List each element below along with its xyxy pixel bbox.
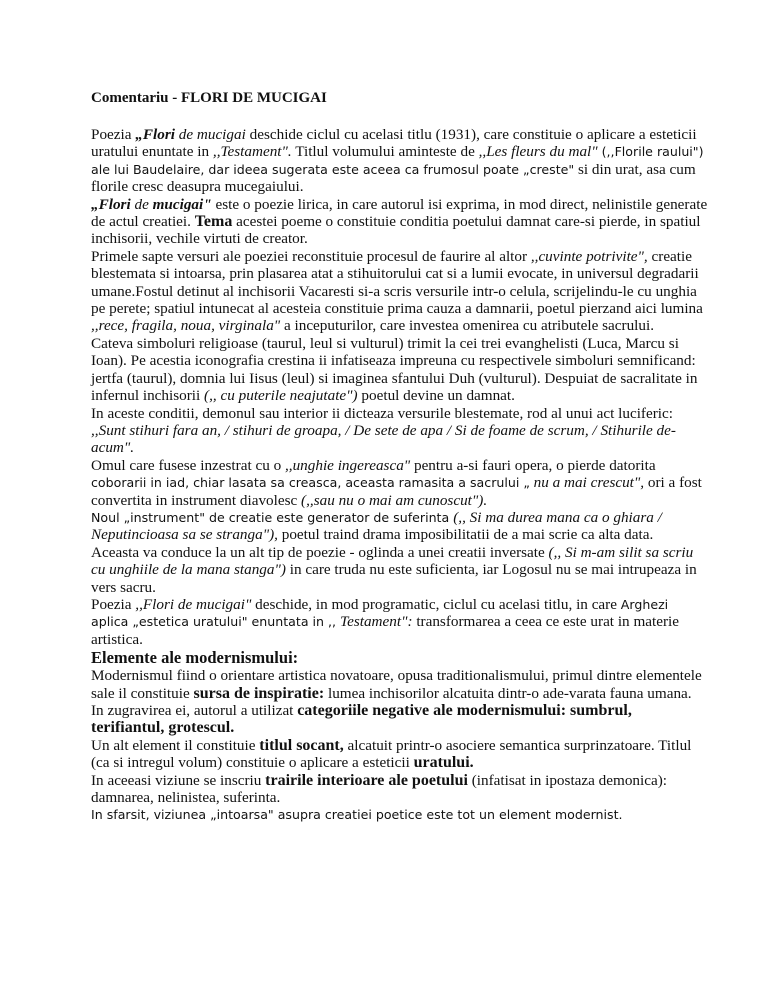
text-segment: Poezia [91,126,136,143]
text-segment: „Flori [91,195,131,213]
text-segment: „Flori [135,126,175,143]
text-segment: deschide, in mod programatic, ciclul cu acelasi titlu, in care [251,595,621,613]
section-heading: Elemente ale modernismului: [91,648,299,668]
text-segment: ,,Sunt stihuri fara an, / stihuri de groapa, / De sete de apa / Si de foame de scrum, / Stihurile de-acum". [91,421,676,457]
text-segment: coborarii in iad, chiar lasata sa creasca, aceasta ramasita a sacrului „ [91,475,530,491]
section-paragraphs [91,667,708,824]
text-segment: uratului. [413,754,474,772]
text-segment: ori a fost convertita in instrument diavolesc [91,474,702,509]
text-segment: alcatuit printr-o asociere semantica surprinzatoare. Titlul (ca si intregul volum) constituie o aplicare a esteticii [91,736,692,772]
text-segment: sursa de inspiratie: [193,684,325,702]
text-segment: de [130,195,153,213]
text-segment: (,, cu puterile neajutate") [204,387,358,405]
paragraph [91,806,708,823]
text-segment: ,,Testament". [212,143,292,161]
body-paragraphs [91,126,708,648]
text-segment: nu a mai crescut", [529,474,645,492]
text-segment: (infatisat in ipostaza demonica): damnarea, nelinistea, suferinta. [91,771,667,807]
text-segment: mucigai" [152,195,212,213]
paragraph [91,544,708,596]
text-segment: in care truda nu este suficienta, iar Logosul nu se mai intrupeaza in vers sacru. [91,561,697,596]
text-segment: poetul devine un damnat. [357,387,515,405]
text-segment: Testament": [340,613,413,631]
text-segment: Poezia [91,595,136,613]
text-segment: ,,Les fleurs du mal" [478,143,598,161]
text-segment: ,,unghie ingereasca" [284,456,411,474]
text-segment: Un alt element il constituie [91,736,260,754]
text-segment: (,,Florile raului") ale lui Baudelaire, dar ideea sugerata este aceea ca frumosul poate „creste" [91,144,704,177]
text-segment: pentru a-si fauri opera, o pierde datorita [410,456,656,474]
text-segment: Tema [194,213,233,231]
text-segment: acestei poeme o constituie conditia poetului damnat care-si pierde, in spatiul inchisorii, vechile virtuti de creator. [91,213,701,248]
text-segment: In sfarsit, viziunea „intoarsa" asupra creatiei poetice este tot un element modernist. [91,807,623,823]
text-segment: ,,cuvinte potrivite", [530,247,648,265]
text-segment: Modernismul fiind o orientare artistica novatoare, opusa traditionalismului, primul dintre elementele sale il constituie [91,667,702,702]
paragraph [91,509,708,544]
text-segment: de mucigai [174,126,246,143]
text-segment: (,,sau nu o mai am cunoscut"). [301,491,488,509]
text-segment: ,,rece, fragila, noua, virginala" [91,317,281,335]
text-segment: categoriile negative ale modernismului: sumbrul, terifiantul, grotescul. [91,702,632,737]
text-segment: Aceasta va conduce la un alt tip de poezie - oglinda a unei creatii inversate [91,543,549,561]
text-segment: In zugravirea ei, autorul a utilizat [91,702,298,719]
text-segment: Arghezi aplica „estetica uratului" enuntata in ,, [91,596,669,630]
text-segment: trairile interioare ale poetului [265,771,468,789]
text-segment: Noul „instrument" de creatie este generator de suferinta [91,509,454,525]
text-segment: ,,Flori de mucigai" [135,595,252,613]
text-segment: lumea inchisorilor alcatuita dintr-o ade-varata fauna umana. [324,684,692,702]
text-segment: este o poezie lirica, in care autorul isi exprima, in mod direct, nelinistile generate de actul creatiei. [91,195,708,231]
paragraph [91,457,708,509]
text-segment: creatie blestemata si intoarsa, prin plasarea atat a stihuitorului cat si a lumii evocate, in universul degradarii umane.Fostul detinut al inchisorii Vacaresti si-a scris versurile intr-o celula, scrijelindu-le cu unghia pe perete; spatiul intunecat al acesteia constituie prima cauza a damnarii, poetul pierzand aici lumina [91,247,703,318]
text-segment: transformarea a ceea ce este urat in materie artistica. [91,613,679,648]
text-segment: poetul traind drama imposibilitatii de a mai scrie ca alta data. [277,526,654,544]
paragraph [91,335,708,405]
paragraph [91,667,708,702]
paragraph [91,196,708,248]
paragraph [91,126,708,196]
text-segment: deschide ciclul cu acelasi titlu (1931), care constituie o aplicare a esteticii uratului enuntate in [91,126,697,161]
text-segment: In aceste conditii, demonul sau interior ii dicteaza versurile blestemate, rod al unui act luciferic: [91,404,673,422]
text-segment: Cateva simboluri religioase (taurul, leul si vulturul) trimit la cei trei evanghelisti (Luca, Marcu si Ioan). Pe acestia iconografia crestina ii infatiseaza impreuna cu respectivele simboluri semnificand: jertfa (taurul), domnia lui Iisus (leul) si imaginea sfantului Duh (vulturul). Despuiat de sacralitate in infernul inchisorii [91,334,698,405]
paragraph [91,596,708,648]
paragraph [91,772,708,807]
text-segment: Primele sapte versuri ale poeziei reconstituie procesul de faurire al altor [91,247,531,265]
paragraph [91,737,708,772]
text-segment: Omul care fusese inzestrat cu o [91,456,285,474]
paragraph [91,405,708,457]
text-segment: (,, Si m-am silit sa scriu cu unghiile de la mana stanga") [91,543,694,579]
document-title: Comentariu - FLORI DE MUCIGAI [91,90,327,106]
text-segment: Titlul volumului aminteste de [291,143,479,161]
paragraph [91,248,708,335]
text-segment: In aceeasi viziune se inscriu [91,771,266,789]
paragraph [91,702,708,737]
text-segment: (,, Si ma durea mana ca o ghiara / Neputincioasa sa se stranga"), [91,508,662,544]
text-segment: a inceputurilor, care investea omenirea cu atributele sacrului. [280,317,655,335]
text-segment: si din urat, asa cum florile cresc deasupra mucegaiului. [91,160,696,196]
text-segment: titlul socant, [259,736,344,754]
